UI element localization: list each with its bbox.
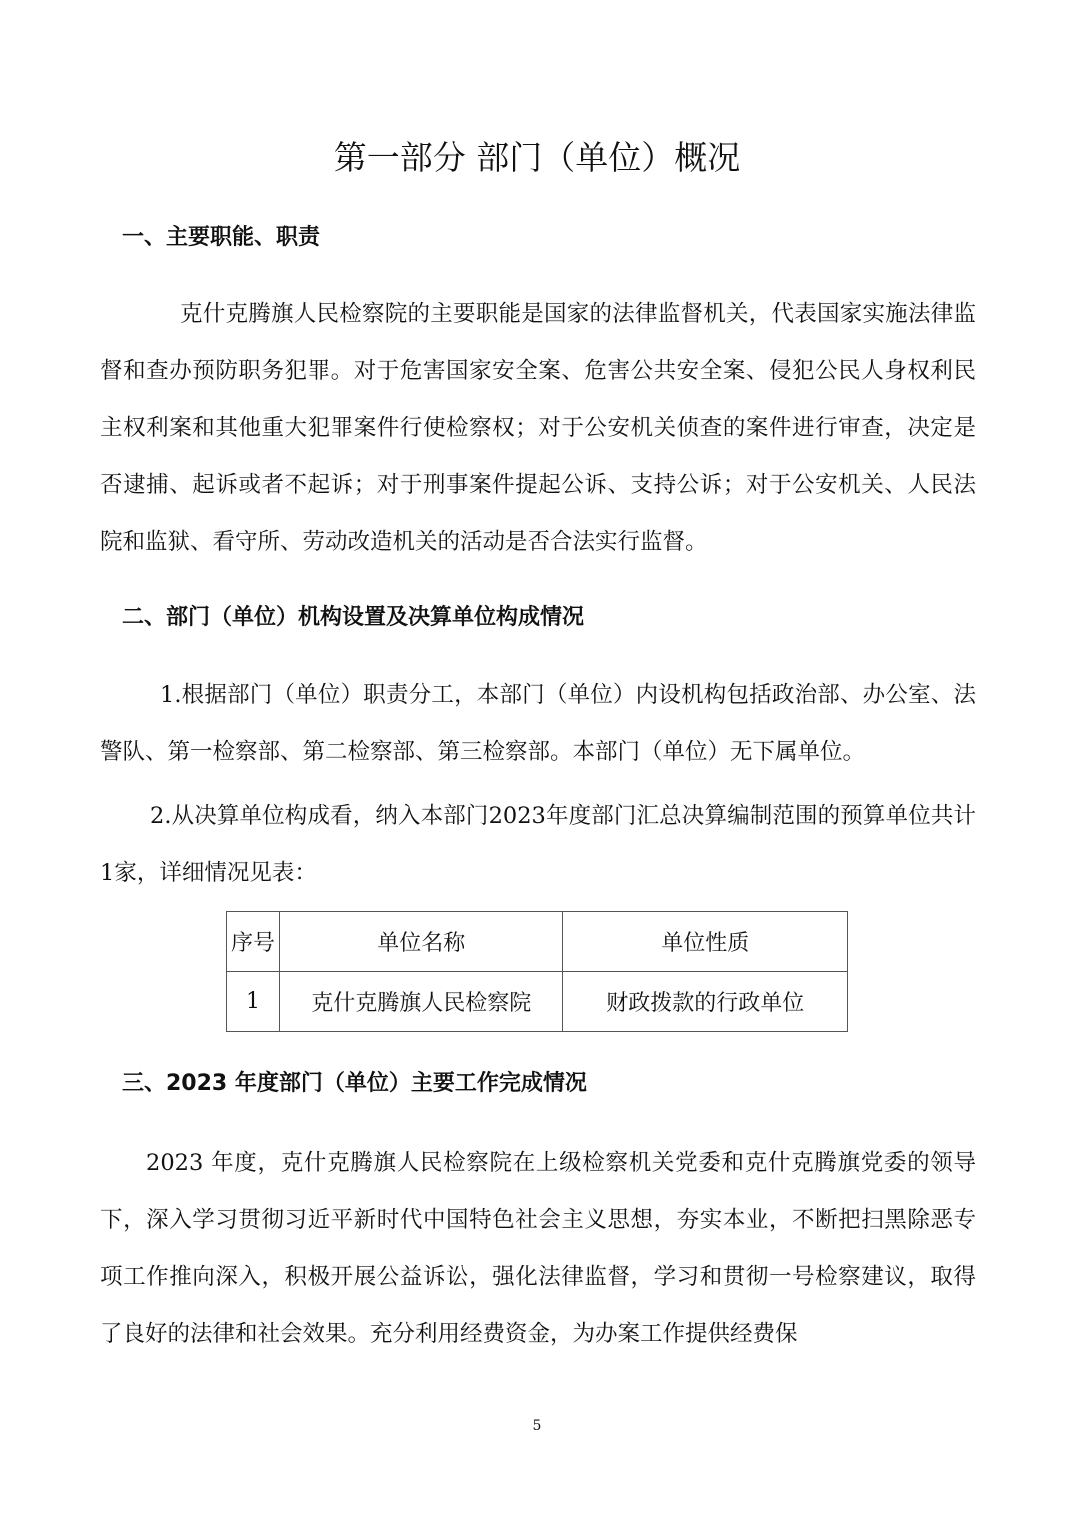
table-header-row xyxy=(227,912,848,972)
unit-table xyxy=(226,911,848,1032)
table-row xyxy=(227,972,848,1032)
table-cell-unit-nature: 财政拨款的行政单位 xyxy=(563,972,848,1032)
section-heading-work-completion: 三、2023 年度部门（单位）主要工作完成情况 xyxy=(122,1071,587,1096)
work-completion-paragraph: 2023 年度，克什克腾旗人民检察院在上级检察机关党委和克什克腾旗党委的领导下，深入学习贯彻习近平新时代中国特色社会主义思想，夯实本业，不断把扫黑除恶专项工作推向深入，积极开展公益诉讼，强化法律监督，学习和贯彻一号检察建议，取得了良好的法律和社会效果。充分利用经费资金，为办案工作提供经费保 xyxy=(100,1150,976,1347)
page-number: 5 xyxy=(532,1418,542,1434)
section-heading-functions: 一、主要职能、职责 xyxy=(122,225,321,250)
functions-paragraph: 克什克腾旗人民检察院的主要职能是国家的法律监督机关，代表国家实施法律监督和查办预防职务犯罪。对于危害国家安全案、危害公共安全案、侵犯公民人身权利民主权利案和其他重大犯罪案件行使检察权；对于公安机关侦查的案件进行审查，决定是否逮捕、起诉或者不起诉；对于刑事案件提起公诉、支持公诉；对于公安机关、人民法院和监狱、看守所、劳动改造机关的活动是否合法实行监督。 xyxy=(100,301,976,555)
table-cell-unit-name: 克什克腾旗人民检察院 xyxy=(279,972,563,1032)
organization-paragraph-2: 2.从决算单位构成看，纳入本部门2023年度部门汇总决算编制范围的预算单位共计1家，详细情况见表： xyxy=(100,803,976,886)
table-header-unit-nature: 单位性质 xyxy=(563,912,848,972)
table-cell-index: 1 xyxy=(227,972,280,1032)
page-title: 第一部分 部门（单位）概况 xyxy=(333,138,741,177)
section-heading-organization: 二、部门（单位）机构设置及决算单位构成情况 xyxy=(122,605,585,630)
organization-paragraph-1: 1.根据部门（单位）职责分工，本部门（单位）内设机构包括政治部、办公室、法警队、第一检察部、第二检察部、第三检察部。本部门（单位）无下属单位。 xyxy=(100,682,976,765)
table-header-index: 序号 xyxy=(227,912,280,972)
table-header-unit-name: 单位名称 xyxy=(279,912,563,972)
